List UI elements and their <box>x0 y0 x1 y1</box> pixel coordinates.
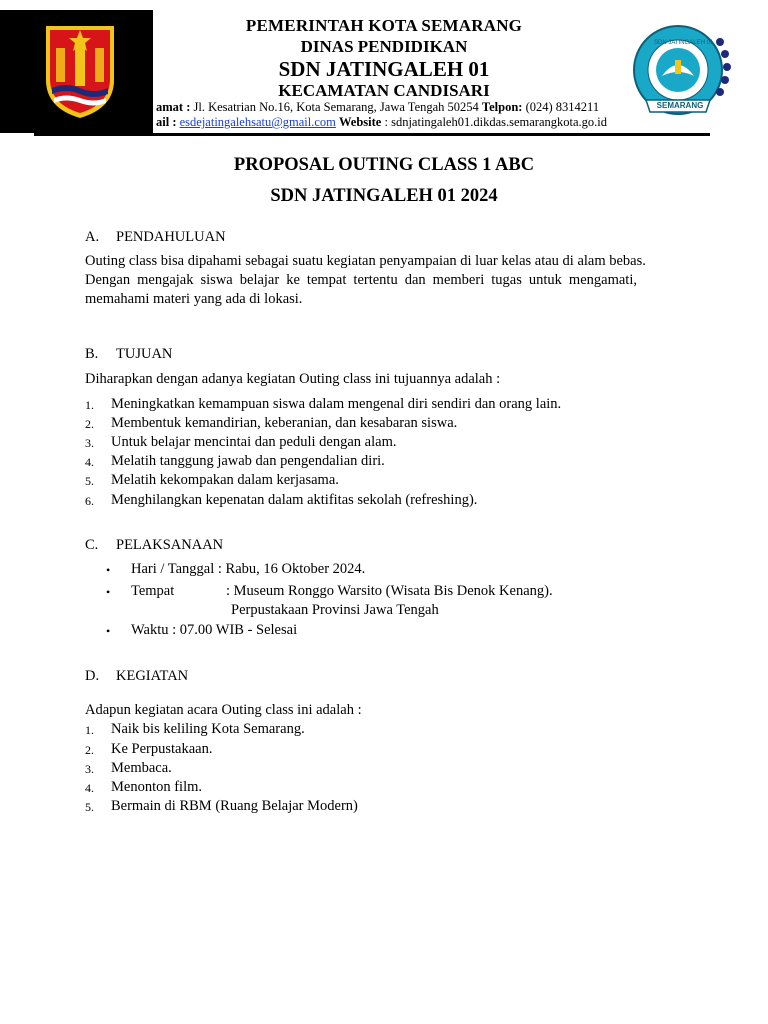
list-item: Melatih kekompakan dalam kerjasama. <box>111 472 339 488</box>
list-number: 1. <box>85 723 94 737</box>
website-label: Website <box>339 115 382 129</box>
section-title: PENDAHULUAN <box>116 229 226 245</box>
list-item: Melatih tanggung jawab dan pengendalian diri. <box>111 453 385 469</box>
address-value: Jl. Kesatrian No.16, Kota Semarang, Jawa Tengah 50254 <box>193 100 479 114</box>
section-d-heading <box>85 668 188 685</box>
bullet-marker: • <box>106 624 111 638</box>
list-number: 5. <box>85 800 94 814</box>
list-number: 6. <box>85 494 94 508</box>
list-number: 2. <box>85 743 94 757</box>
phone-value: (024) 8314211 <box>525 100 600 114</box>
section-letter: A. <box>85 229 100 245</box>
schedule-place-value-2: Perpustakaan Provinsi Jawa Tengah <box>231 602 439 618</box>
section-letter: B. <box>85 346 99 362</box>
list-number: 3. <box>85 436 94 450</box>
email-label: ail : <box>156 115 177 129</box>
letterhead-government: PEMERINTAH KOTA SEMARANG <box>245 16 523 35</box>
letterhead-divider <box>34 133 710 136</box>
letterhead-district: KECAMATAN CANDISARI <box>278 81 490 100</box>
section-d-intro: Adapun kegiatan acara Outing class ini adalah : <box>85 702 362 718</box>
website-value: : sdnjatingaleh01.dikdas.semarangkota.go.id <box>384 115 608 129</box>
list-item: Naik bis keliling Kota Semarang. <box>111 721 305 737</box>
section-b-heading <box>85 346 172 363</box>
list-item: Menonton film. <box>111 779 203 795</box>
document-title: PROPOSAL OUTING CLASS 1 ABC <box>233 155 535 175</box>
section-title: PELAKSANAAN <box>116 537 224 553</box>
list-number: 2. <box>85 417 94 431</box>
letterhead-address-line <box>156 100 599 115</box>
section-a-line-1: Outing class bisa dipahami sebagai suatu kegiatan penyampaian di luar kelas atau di alam bebas. <box>85 253 646 269</box>
school-logo-bottom-text: SEMARANG <box>656 101 704 110</box>
email-link[interactable]: esdejatingalehsatu@gmail.com <box>179 115 336 129</box>
document-subtitle: SDN JATINGALEH 01 2024 <box>270 186 498 206</box>
list-number: 3. <box>85 762 94 776</box>
list-number: 4. <box>85 455 94 469</box>
letterhead-school-name: SDN JATINGALEH 01 <box>278 57 490 81</box>
section-letter: D. <box>85 668 100 684</box>
section-a-line-2: Dengan mengajak siswa belajar ke tempat tertentu dan memberi tugas untuk mengamati, <box>85 272 637 288</box>
list-item: Meningkatkan kemampuan siswa dalam mengenal diri sendiri dan orang lain. <box>111 396 562 412</box>
list-item: Membaca. <box>111 760 172 776</box>
address-label: amat : <box>156 100 191 114</box>
schedule-time: Waktu : 07.00 WIB - Selesai <box>131 622 298 638</box>
list-item: Bermain di RBM (Ruang Belajar Modern) <box>111 798 358 814</box>
list-item: Menghilangkan kepenatan dalam aktifitas sekolah (refreshing). <box>111 492 478 508</box>
section-letter: C. <box>85 537 99 553</box>
list-number: 4. <box>85 781 94 795</box>
section-b-intro: Diharapkan dengan adanya kegiatan Outing class ini tujuannya adalah : <box>85 371 501 387</box>
section-title: TUJUAN <box>116 346 173 362</box>
letterhead-department: DINAS PENDIDIKAN <box>300 37 468 56</box>
section-a-heading <box>85 229 226 246</box>
section-c-heading <box>85 537 223 554</box>
bullet-marker: • <box>106 563 111 577</box>
list-number: 1. <box>85 398 94 412</box>
section-title: KEGIATAN <box>116 668 189 684</box>
schedule-day-date: Hari / Tanggal : Rabu, 16 Oktober 2024. <box>131 561 366 577</box>
list-number: 5. <box>85 474 94 488</box>
letterhead-contact-line <box>156 115 607 130</box>
schedule-place-label: Tempat <box>131 583 175 599</box>
school-logo-top-text: SDN JATINGALEH 01 <box>654 40 714 46</box>
list-item: Ke Perpustakaan. <box>111 741 213 757</box>
schedule-place-value: : Museum Ronggo Warsito (Wisata Bis Denok Kenang). <box>226 583 553 599</box>
phone-label: Telpon: <box>481 100 523 114</box>
section-a-line-3: memahami materi yang ada di lokasi. <box>85 291 303 307</box>
list-item: Membentuk kemandirian, keberanian, dan kesabaran siswa. <box>111 415 458 431</box>
list-item: Untuk belajar mencintai dan peduli dengan alam. <box>111 434 397 450</box>
bullet-marker: • <box>106 585 111 599</box>
